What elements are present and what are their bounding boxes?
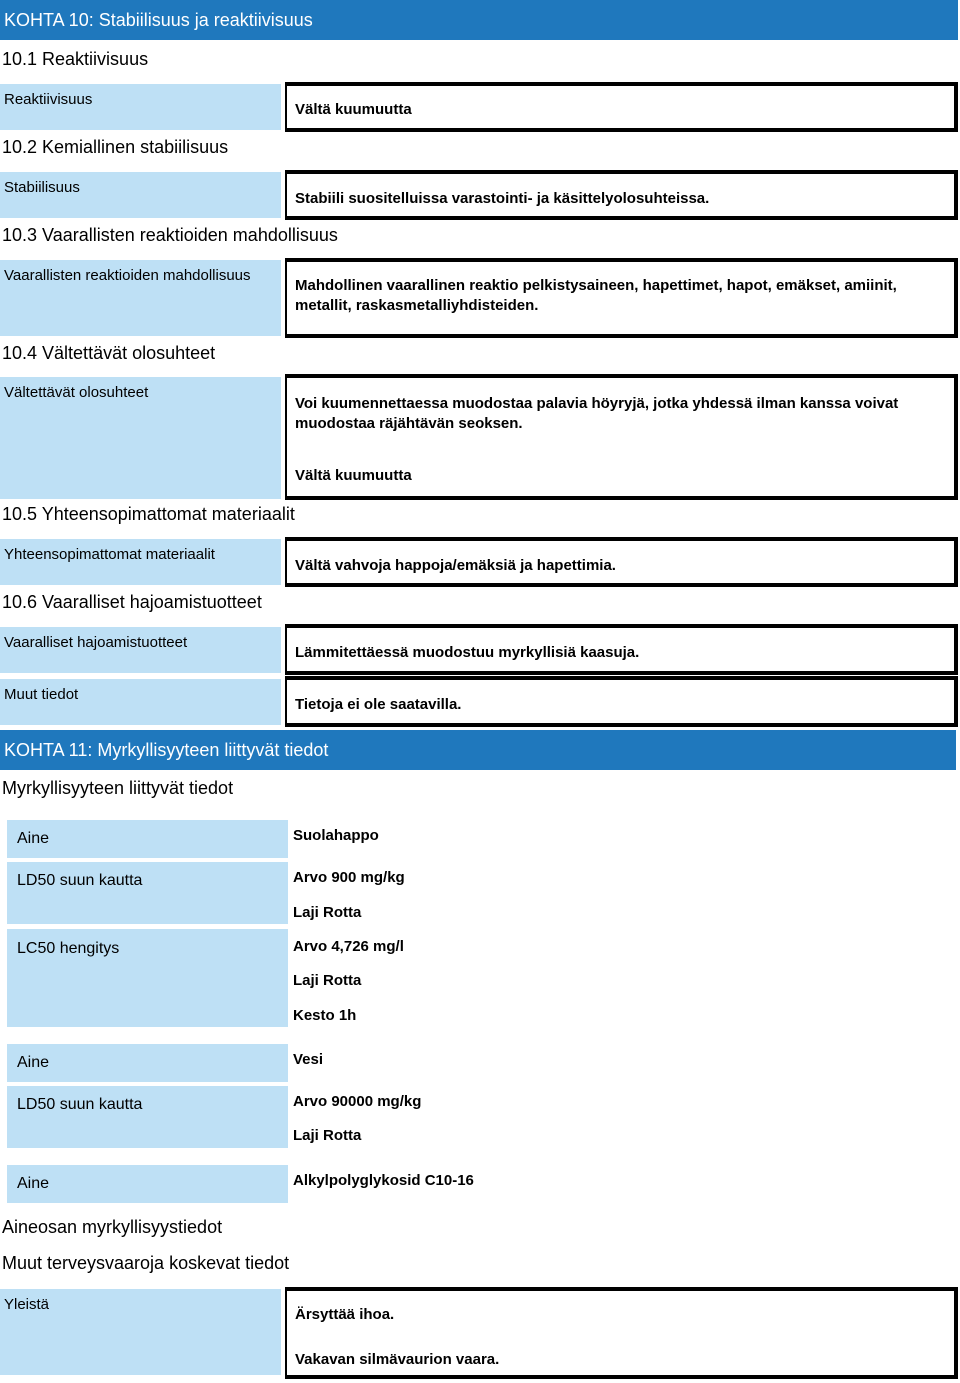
lc50-1-arvo: Arvo 4,726 mg/l bbox=[293, 938, 404, 955]
ld50-2-arvo: Arvo 90000 mg/kg bbox=[293, 1093, 422, 1110]
reactivity-value: Vältä kuumuutta bbox=[295, 101, 412, 118]
ld50-1-laji: Laji Rotta bbox=[293, 904, 362, 921]
substance-3-value: Alkylpolyglykosid C10-16 bbox=[293, 1172, 474, 1189]
incompatible-materials-label: Yhteensopimattomat materiaalit bbox=[0, 539, 281, 585]
general-value-2: Vakavan silmävaurion vaara. bbox=[295, 1351, 500, 1368]
incompatible-materials-value: Vältä vahvoja happoja/emäksiä ja hapettimia. bbox=[295, 557, 616, 574]
section-11-title: KOHTA 11: Myrkyllisyyteen liittyvät tiedot bbox=[4, 739, 329, 760]
lc50-1-laji: Laji Rotta bbox=[293, 972, 362, 989]
decomposition-products-label: Vaaralliset hajoamistuotteet bbox=[0, 627, 281, 673]
substance-3-label-text: Aine bbox=[17, 1175, 50, 1192]
other-info-label: Muut tiedot bbox=[0, 679, 281, 725]
decomposition-products-value-box bbox=[285, 624, 958, 675]
other-info-value: Tietoja ei ole saatavilla. bbox=[295, 696, 462, 713]
subsection-10-6-title: 10.6 Vaaralliset hajoamistuotteet bbox=[2, 592, 262, 612]
substance-3-label bbox=[7, 1165, 288, 1203]
toxicology-subtitle: Myrkyllisyyteen liittyvät tiedot bbox=[2, 778, 234, 798]
stability-label: Stabiilisuus bbox=[0, 172, 281, 218]
component-toxicity-subtitle: Aineosan myrkyllisyystiedot bbox=[2, 1217, 223, 1237]
section-11-header bbox=[0, 730, 956, 770]
general-value-box bbox=[285, 1287, 958, 1379]
other-health-hazards-subtitle: Muut terveysvaaroja koskevat tiedot bbox=[2, 1253, 290, 1273]
section-10-title: KOHTA 10: Stabiilisuus ja reaktiivisuus bbox=[4, 9, 313, 30]
substance-2-value: Vesi bbox=[293, 1051, 324, 1068]
substance-2-label bbox=[7, 1044, 288, 1082]
ld50-1-label-text: LD50 suun kautta bbox=[17, 872, 143, 889]
ld50-2-label bbox=[7, 1086, 288, 1148]
other-info-value-box bbox=[285, 676, 958, 727]
stability-value-box bbox=[285, 170, 958, 220]
ld50-1-arvo: Arvo 900 mg/kg bbox=[293, 869, 405, 886]
substance-1-value: Suolahappo bbox=[293, 827, 379, 844]
stability-value: Stabiili suositelluissa varastointi- ja käsittelyolosuhteissa. bbox=[295, 190, 710, 207]
reactivity-value-box bbox=[285, 82, 958, 132]
ld50-2-label-text: LD50 suun kautta bbox=[17, 1096, 143, 1113]
subsection-10-4-title: 10.4 Vältettävät olosuhteet bbox=[2, 343, 216, 363]
decomposition-products-value: Lämmitettäessä muodostuu myrkyllisiä kaasuja. bbox=[295, 644, 640, 661]
avoid-conditions-value-box bbox=[285, 374, 958, 500]
subsection-10-2-title: 10.2 Kemiallinen stabiilisuus bbox=[2, 137, 229, 157]
section-10-header bbox=[0, 0, 958, 40]
subsection-10-1-title: 10.1 Reaktiivisuus bbox=[2, 49, 149, 69]
lc50-1-label-text: LC50 hengitys bbox=[17, 940, 120, 957]
substance-2-label-text: Aine bbox=[17, 1054, 50, 1071]
avoid-conditions-value-2: Vältä kuumuutta bbox=[295, 467, 412, 484]
avoid-conditions-label: Vältettävät olosuhteet bbox=[0, 377, 281, 499]
general-label: Yleistä bbox=[0, 1289, 281, 1375]
hazard-reaction-label: Vaarallisten reaktioiden mahdollisuus bbox=[0, 260, 281, 336]
ld50-2-laji: Laji Rotta bbox=[293, 1127, 362, 1144]
incompatible-materials-value-box bbox=[285, 537, 958, 587]
hazard-reaction-value: Mahdollinen vaarallinen reaktio pelkistysaineen, hapettimet, hapot, emäkset, amiinit, metallit, raskasmetalliyhdisteiden. bbox=[295, 277, 897, 314]
lc50-1-kesto: Kesto 1h bbox=[293, 1007, 357, 1024]
lc50-1-label bbox=[7, 929, 288, 1027]
ld50-1-label bbox=[7, 862, 288, 924]
hazard-reaction-value-box bbox=[285, 258, 958, 338]
subsection-10-3-title: 10.3 Vaarallisten reaktioiden mahdollisuus bbox=[2, 225, 338, 245]
subsection-10-5-title: 10.5 Yhteensopimattomat materiaalit bbox=[2, 504, 295, 524]
general-value-1: Ärsyttää ihoa. bbox=[295, 1306, 395, 1323]
reactivity-label: Reaktiivisuus bbox=[0, 84, 281, 130]
substance-1-label-text: Aine bbox=[17, 830, 50, 847]
substance-1-label bbox=[7, 820, 288, 858]
avoid-conditions-value: Voi kuumennettaessa muodostaa palavia höyryjä, jotka yhdessä ilman kanssa voivat muodostaa räjähtävän seoksen. bbox=[295, 395, 899, 432]
